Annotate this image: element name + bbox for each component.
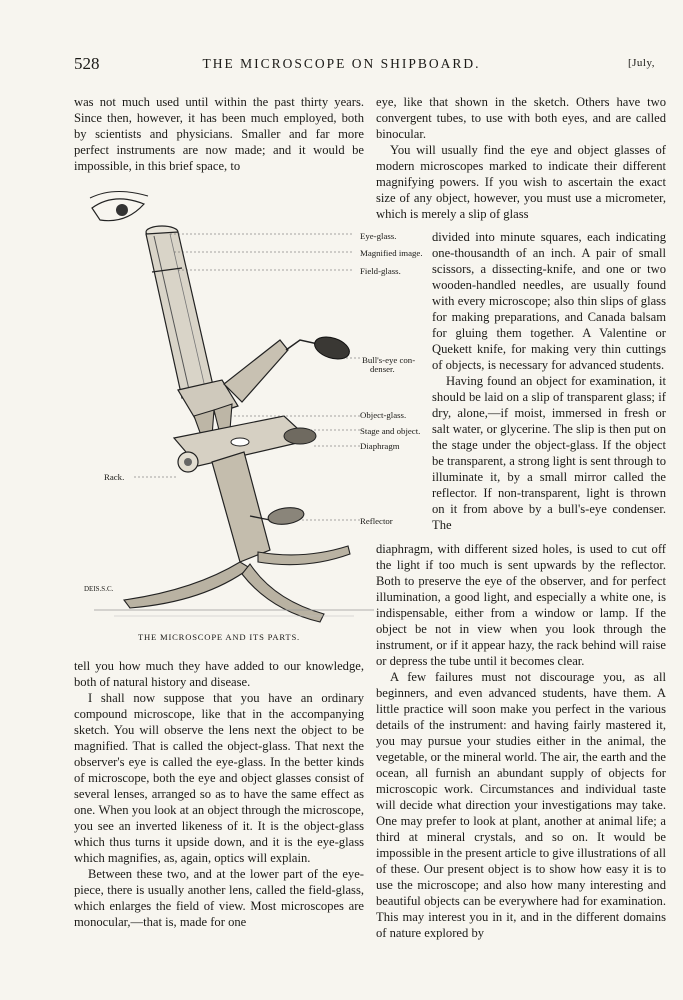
- right-column-bottom: [376, 541, 666, 941]
- paragraph: was not much used until within the past thirty years. Since then, however, it has been much employed, both by scientists and physicians. Smaller and far more perfect instruments are now made; and it would be impossible, in this brief space, to: [74, 95, 364, 173]
- running-title: THE MICROSCOPE ON SHIPBOARD.: [202, 56, 481, 71]
- figure-caption: THE MICROSCOPE AND ITS PARTS.: [137, 632, 301, 642]
- right-column-top: [376, 94, 666, 222]
- issue-label: [July,: [627, 57, 655, 69]
- paragraph: eye, like that shown in the sketch. Others have two convergent tubes, to use with both eyes, and are called binocular.: [376, 95, 666, 141]
- label-magnified-image: Magnified image.: [360, 248, 423, 258]
- right-column-wrap: [432, 229, 666, 533]
- paragraph: divided into minute squares, each indicating one-thousandth of an inch. A pair of small scissors, a dissecting-knife, and one or two wooden-handled needles, are usually found with every microscope; also thin slips of glass for making preparations, and Canada balsam for gluing them together. A Valentine or Quekett knife, for making very thin cuttings of objects, is necessary for advanced students.: [432, 230, 666, 372]
- page-number: 528: [74, 54, 100, 73]
- label-bulls-eye-1: Bull's-eye con-: [362, 355, 416, 365]
- label-bulls-eye-2: denser.: [370, 364, 395, 374]
- running-header: [0, 50, 683, 78]
- label-rack: Rack.: [104, 472, 125, 482]
- label-field-glass: Field-glass.: [360, 266, 401, 276]
- paragraph: I shall now suppose that you have an ordinary compound microscope, like that in the accompanying sketch. You will observe the lens next the object to be magnified. That is called the object-glass. That next the observer's eye is called the eye-glass. In the better kinds of microscope, both the eye and object glasses consist of several lenses, arranged so as to have the same effect as one. When you look at an object through the microscope, you see an inverted likeness of it. It is the object-glass which thus turns it upside down, and it is the eye-glass which magnifies, as, again, optics will explain.: [74, 691, 364, 865]
- label-diaphragm: Diaphragm: [360, 441, 400, 451]
- label-reflector: Reflector: [360, 516, 393, 526]
- paragraph: You will usually find the eye and object glasses of modern microscopes marked to indicate their different magnifying powers. If you wish to ascertain the exact size of any object, however, you must use a micrometer, which is merely a slip of glass: [376, 143, 666, 221]
- label-stage-object: Stage and object.: [360, 426, 421, 436]
- paragraph: A few failures must not discourage you, as all beginners, and even advanced students, have them. A little practice will soon make you perfect in the various details of the instrument: and having fairly mastered it, you may pursue your studies either in the animal, the vegetable, or the mineral world. The air, the earth and the ocean, all furnish an abundant supply of objects for microscopic work. Circumstances and individual taste will decide what direction your investigations may take. One may prefer to look at plant, another at animal life; a third at mineral crystals, and so on. It would be impossible in the present article to give illustrations of all of these. Our present object is to show how easy it is to use the microscope; and also how many interesting and beautiful objects can be everywhere had for examination. This may interest you in it, and in the different domains of nature explored by: [376, 670, 666, 940]
- paragraph: diaphragm, with different sized holes, is used to cut off the light if too much is sent upwards by the reflector. Both to preserve the eye of the observer, and for perfect illumination, a good light, and especially a white one, is indispensable, either from a window or lamp. If the object be not in view when you look through the instrument, or if it appear hazy, the rack behind will raise or depress the tube until it becomes clear.: [376, 542, 666, 668]
- engraver-signature: DEIS.S.C.: [84, 585, 114, 593]
- label-eye-glass: Eye-glass.: [360, 231, 397, 241]
- left-column-bottom: [74, 658, 364, 930]
- label-object-glass: Object-glass.: [360, 410, 407, 420]
- paragraph: tell you how much they have added to our knowledge, both of natural history and disease.: [74, 659, 364, 689]
- paragraph: Having found an object for examination, it should be laid on a slip of transparent glass; if dry, alone,—if moist, immersed in fresh or salt water, or glycerine. The slip is then put on the stage under the object-glass. If the object be transparent, a strong light is sent through to illuminate it, by a small mirror called the reflector. If non-transparent, light is thrown on it from above by a bull's-eye condenser. The: [432, 374, 666, 532]
- paragraph: Between these two, and at the lower part of the eye-piece, there is usually another lens, called the field-glass, which enlarges the field of view. Most microscopes are monocular,—that is, made for one: [74, 867, 364, 929]
- left-column-top: [74, 94, 364, 174]
